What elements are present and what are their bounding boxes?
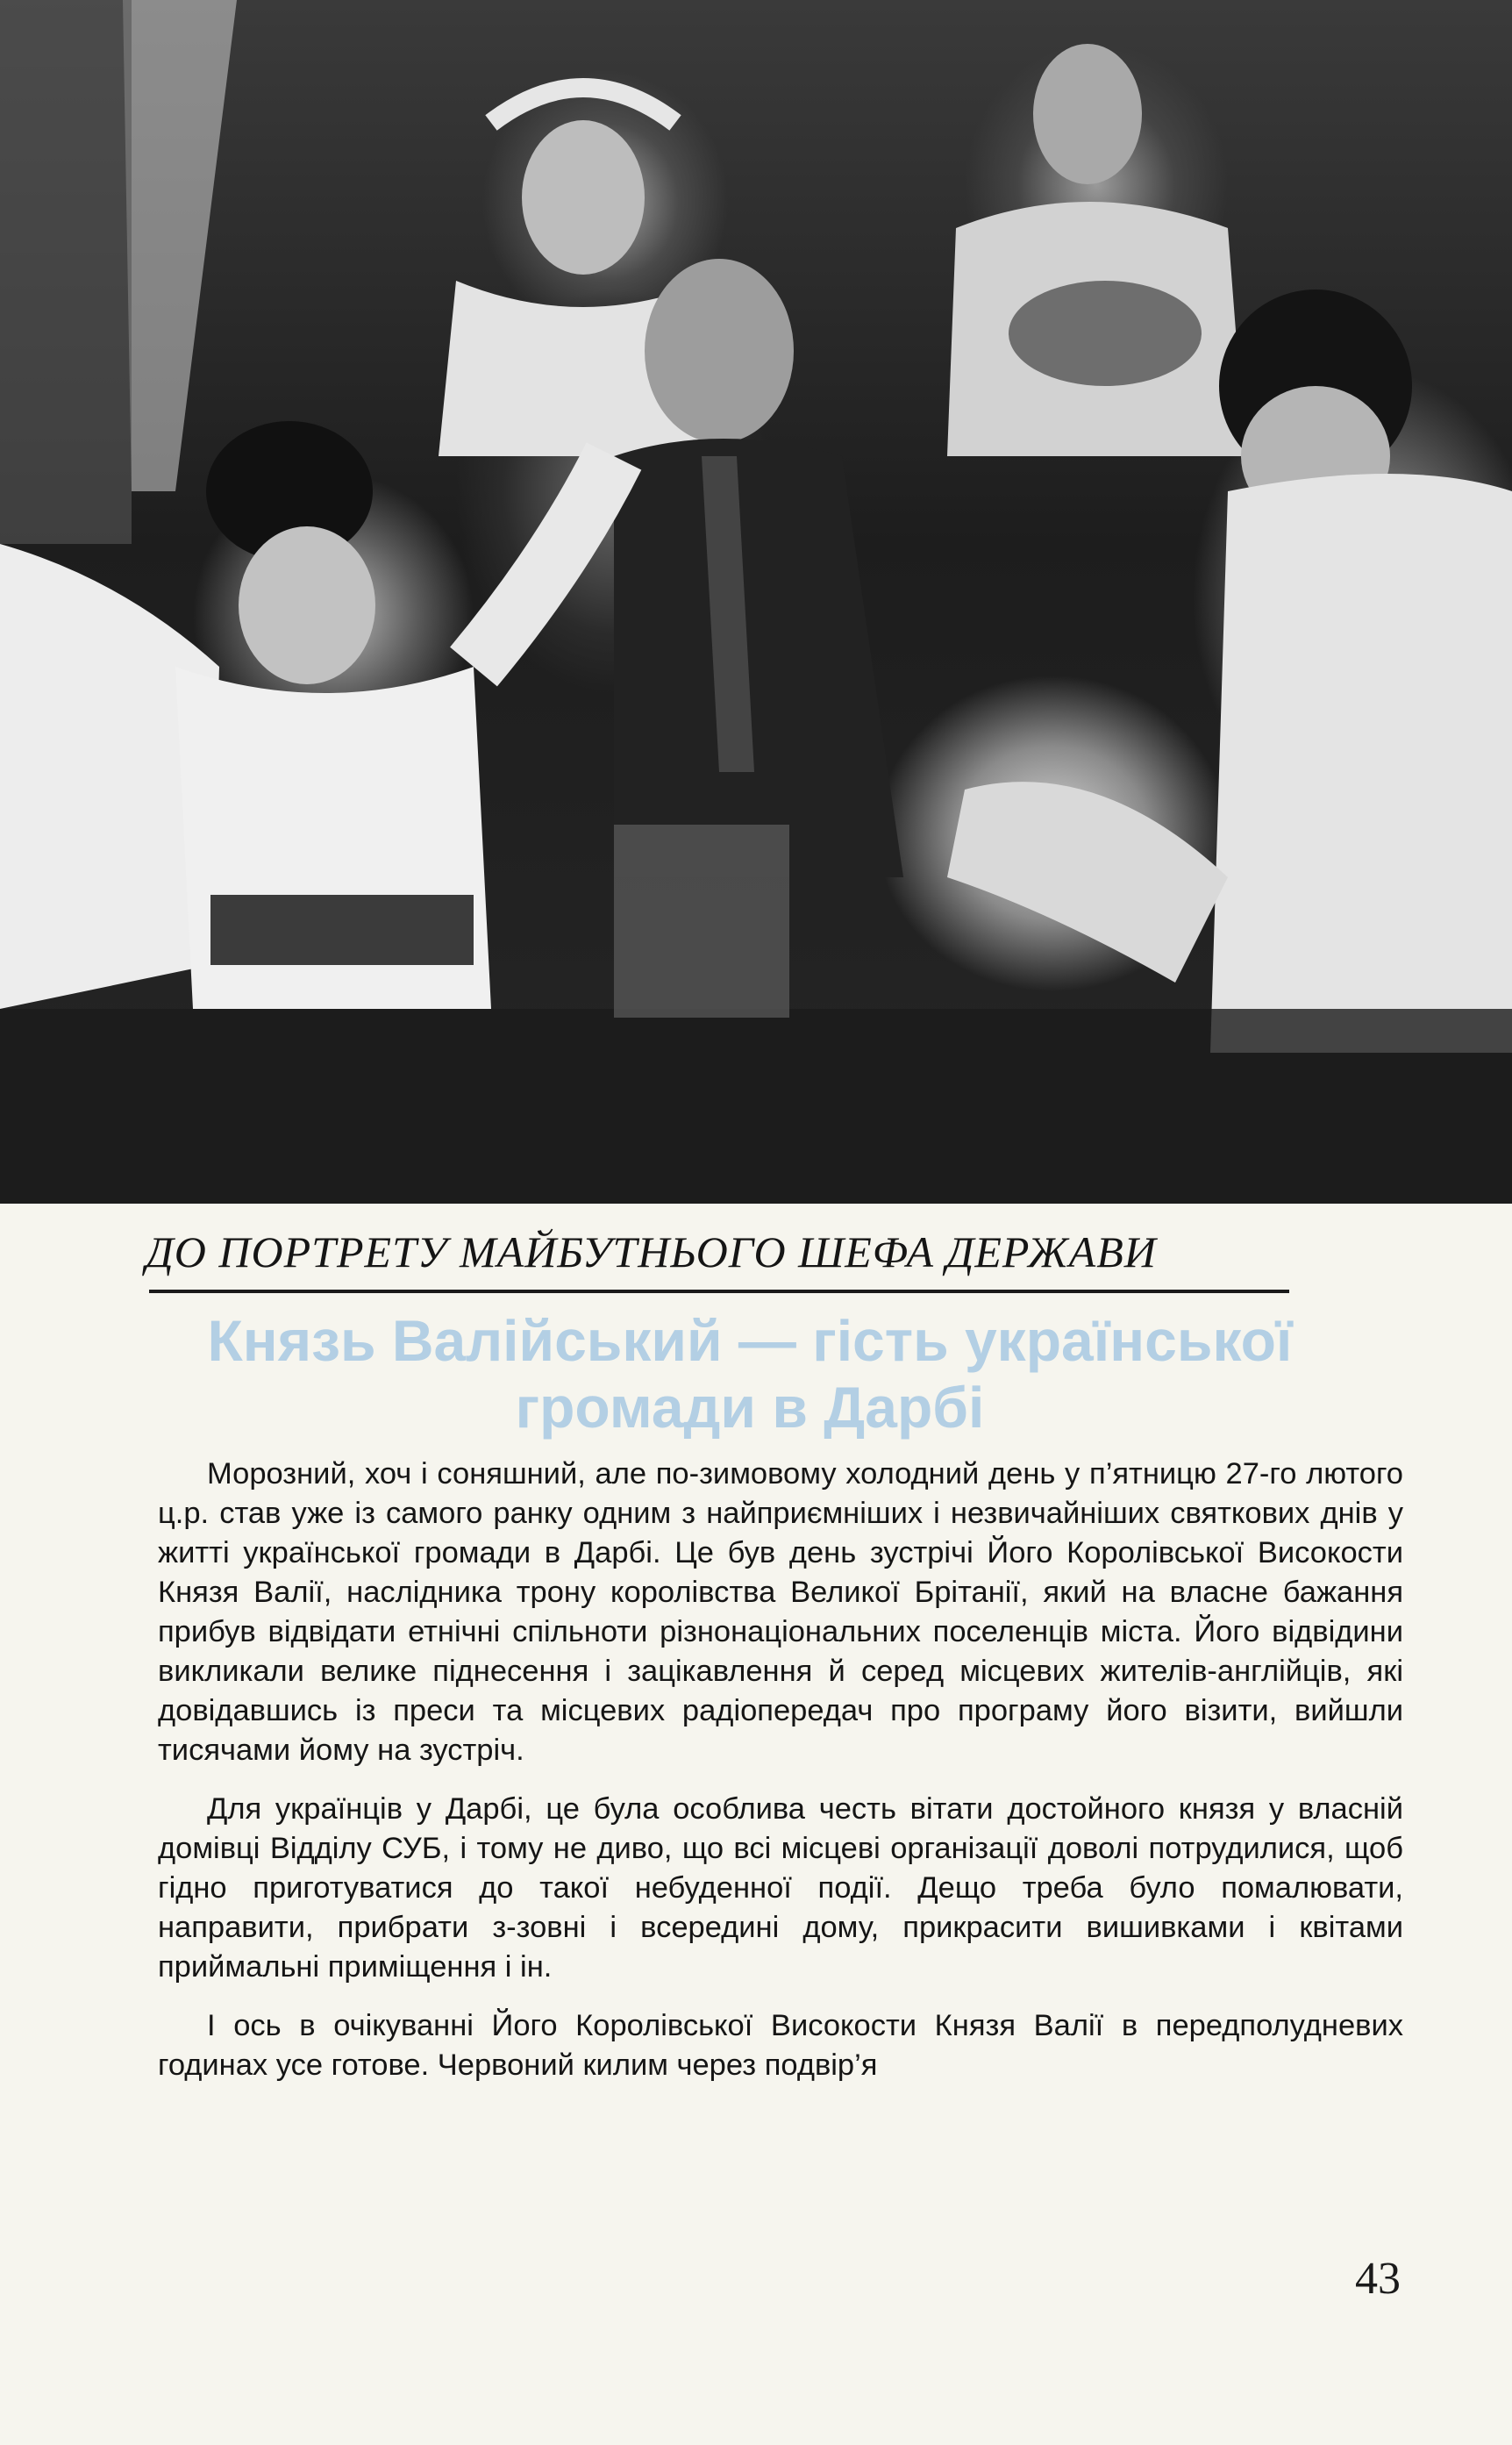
article-paragraph: Для українців у Дарбі, це була особлива честь вітати достойного князя у власній домівці Відділу СУБ, і тому не диво, що всі місцеві організації доволі потрудилися, щоб гідно приготуватися до такої небуденної події. Дещо треба було помалювати, направити, прибрати з-зовні і всередині дому, прикрасити вишивками і квітами приймальні приміщення і ін. xyxy=(158,1792,1403,1984)
outstretched-hand xyxy=(947,782,1228,983)
embroidered-cloth xyxy=(614,825,789,1018)
prince-face xyxy=(645,259,794,443)
mandolin xyxy=(1009,281,1202,386)
dancers-photo-illustration xyxy=(0,0,1512,1204)
dancer-right-shirt xyxy=(1210,474,1512,1053)
article-photo xyxy=(0,0,1512,1204)
wall-shape xyxy=(0,0,132,544)
article-title xyxy=(202,1307,1298,1441)
dancer-face xyxy=(239,526,375,684)
section-heading: ДО ПОРТРЕТУ МАЙБУТНЬОГО ШЕФА ДЕРЖАВИ xyxy=(146,1227,1157,1276)
dance-floor xyxy=(0,1009,1512,1204)
dancer-sash xyxy=(210,895,474,965)
article-paragraph: Морозний, хоч і соняшний, але по-зимовому холодний день у п’ятницю 27-го лютого ц.р. став уже із самого ранку одним з найприємніших і незвичайніших святкових днів у житті української громади в Дарбі. Це був день зустрічі Його Королівської Високости Князя Валії, наслідника трону королівства Великої Брітанії, який на власне бажання прибув відвідати етнічні спільноти різнонаціональних поселенців міста. Його відвідини викликали велике піднесення і зацікавлення й серед місцевих жителів-англійців, які довідавшись із преси та місцевих радіопередач про програму його візити, вийшли тисячами йому на зустріч. xyxy=(158,1457,1403,1767)
flag-shape xyxy=(123,0,237,491)
prince-suit xyxy=(614,439,903,877)
flower-wreath xyxy=(491,88,675,123)
page-number: 43 xyxy=(1355,2254,1401,2304)
article-title-line1: Князь Валійський — гість української xyxy=(207,1308,1293,1373)
heading-rule xyxy=(149,1290,1289,1293)
article-title-line2: громади в Дарбі xyxy=(515,1375,985,1440)
dancer-arm-right xyxy=(474,456,614,667)
musician-face xyxy=(1033,44,1142,184)
article-paragraph: І ось в очікуванні Його Королівської Високости Князя Валії в передполудневих годинах усе готове. Червоний килим через подвір’я xyxy=(158,2009,1403,2082)
article-body xyxy=(158,1455,1403,2105)
singer-face xyxy=(522,120,645,275)
